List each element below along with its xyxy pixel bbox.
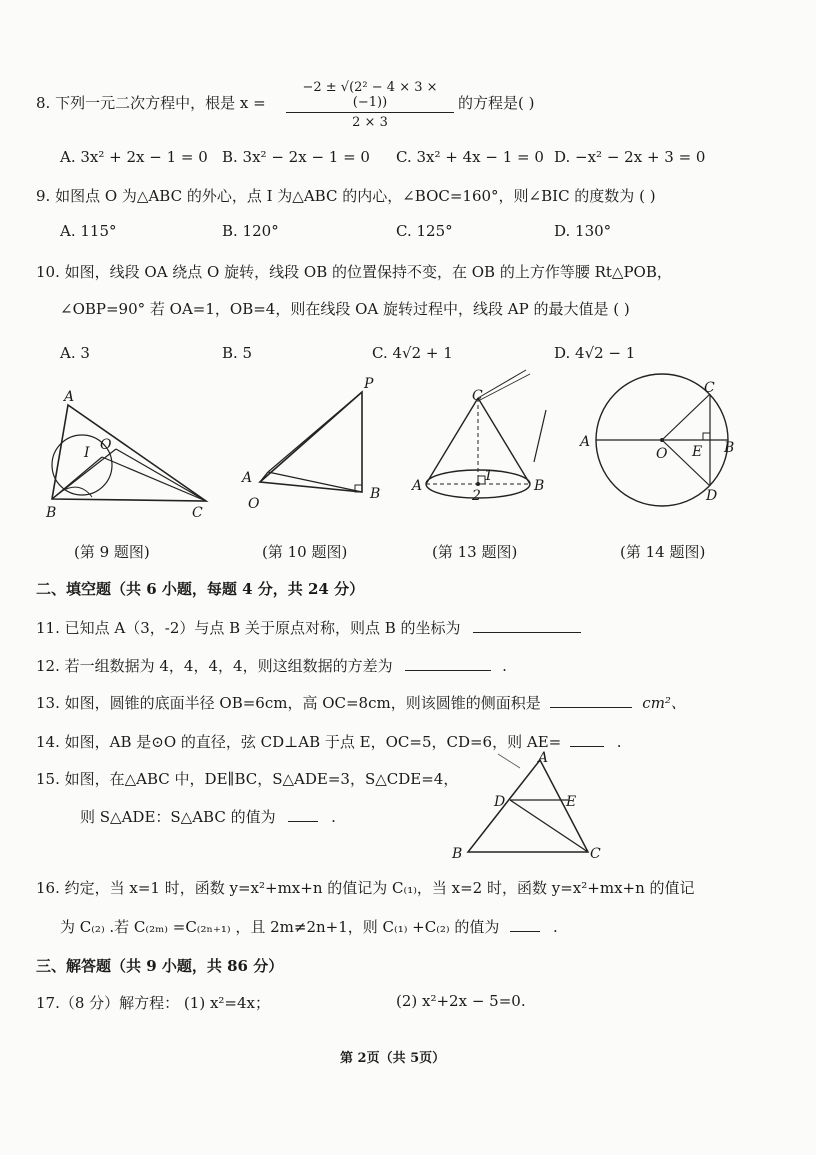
- q12-text: 12. 若一组数据为 4，4，4，4，则这组数据的方差为: [36, 657, 393, 675]
- fig14-label-b: B: [724, 440, 735, 456]
- section3-title: 三、解答题（共 9 小题，共 86 分）: [36, 957, 284, 975]
- q10-line2: ∠OBP=90° 若 OA=1，OB=4，则在线段 OA 旋转过程中，线段 AP 的最大值是 ( ): [60, 300, 630, 318]
- q10-option-a: A. 3: [60, 344, 90, 362]
- fig10-label-b: B: [370, 486, 381, 502]
- q8-fraction: [286, 80, 454, 130]
- q13-stem: [36, 692, 686, 713]
- q8-option-c: C. 3x² + 4x − 1 = 0: [396, 148, 544, 166]
- fig9-label-a: A: [64, 389, 75, 405]
- q10-option-b: B. 5: [222, 344, 253, 362]
- q16-line1: 16. 约定，当 x=1 时，函数 y=x²+mx+n 的值记为 C₍₁₎，当 x=2 时，函数 y=x²+mx+n 的值记: [36, 879, 695, 897]
- caption-fig9: (第 9 题图): [74, 543, 150, 561]
- q8-option-a: A. 3x² + 2x − 1 = 0: [60, 148, 208, 166]
- fig9-label-o: O: [100, 437, 112, 453]
- fig10-label-a: A: [242, 470, 253, 486]
- q8-stem: 8. 下列一元二次方程中，根是 x =: [36, 94, 266, 112]
- q8-fraction-numerator: −2 ± √(2² − 4 × 3 × (−1)): [286, 80, 454, 113]
- figure-q10: [238, 378, 388, 518]
- fig15-label-d: D: [494, 794, 506, 810]
- q13-text: 13. 如图，圆锥的底面半径 OB=6cm，高 OC=8cm，则该圆锥的侧面积是: [36, 694, 541, 712]
- q13-unit: cm²、: [642, 694, 686, 712]
- fig14-label-d: D: [706, 488, 718, 504]
- fig13-label-2: 2: [472, 488, 481, 504]
- q15-end: .: [331, 808, 336, 826]
- caption-fig13: (第 13 题图): [432, 543, 518, 561]
- fig15-label-a: A: [538, 750, 549, 766]
- q9-stem: 9. 如图点 O 为△ABC 的外心，点 I 为△ABC 的内心，∠BOC=160°，则∠BIC 的度数为 ( ): [36, 187, 656, 205]
- q8-fraction-denominator: 2 × 3: [352, 115, 388, 130]
- q9-option-c: C. 125°: [396, 222, 453, 240]
- q10-option-d: D. 4√2 − 1: [554, 344, 636, 362]
- figure-q13: [406, 378, 566, 518]
- fig13-label-a: A: [412, 478, 423, 494]
- figure-q15: [450, 752, 610, 864]
- q8-stem-end: 的方程是( ): [458, 94, 535, 112]
- q14-end: .: [616, 733, 622, 751]
- q12-answer-blank[interactable]: [405, 656, 491, 671]
- fig14-label-o: O: [656, 446, 668, 462]
- fig15-label-b: B: [452, 846, 463, 862]
- q8-option-b: B. 3x² − 2x − 1 = 0: [222, 148, 370, 166]
- fig13-label-c: C: [472, 388, 483, 404]
- fig14-label-a: A: [580, 434, 591, 450]
- q10-option-c: C. 4√2 + 1: [372, 344, 453, 362]
- q17-part2: (2) x²+2x − 5=0.: [396, 992, 526, 1010]
- q16-line2: [60, 916, 558, 937]
- q15-answer-blank[interactable]: [288, 807, 318, 822]
- fig9-label-i: I: [84, 445, 90, 461]
- q16-text: 为 C₍₂₎ .若 C₍₂ₘ₎ =C₍₂ₙ₊₁₎ ，且 2m≠2n+1，则 C₍₁₎ +C₍₂₎ 的值为: [60, 918, 500, 936]
- figure-q14: [576, 372, 756, 522]
- q14-answer-blank[interactable]: [570, 732, 604, 747]
- fig13-label-1: 1: [484, 468, 493, 484]
- q10-line1: 10. 如图，线段 OA 绕点 O 旋转，线段 OB 的位置保持不变，在 OB 的上方作等腰 Rt△POB，: [36, 263, 672, 281]
- q12-stem: [36, 655, 507, 676]
- fig10-label-p: P: [364, 376, 374, 392]
- fig15-label-c: C: [590, 846, 601, 862]
- fig10-label-o: O: [248, 496, 260, 512]
- section2-title: 二、填空题（共 6 小题，每题 4 分，共 24 分）: [36, 580, 365, 598]
- q9-option-a: A. 115°: [60, 222, 117, 240]
- fig14-label-c: C: [704, 380, 715, 396]
- q17-part1: 17.（8 分）解方程： (1) x²=4x；: [36, 994, 270, 1012]
- q15-line1: 15. 如图，在△ABC 中，DE∥BC，S△ADE=3，S△CDE=4，: [36, 770, 459, 788]
- fig14-label-e: E: [692, 444, 703, 460]
- q15-line2: [80, 806, 336, 827]
- q14-stem: [36, 731, 622, 752]
- q9-option-b: B. 120°: [222, 222, 279, 240]
- q14-text: 14. 如图，AB 是⊙O 的直径，弦 CD⊥AB 于点 E，OC=5，CD=6，则 AE=: [36, 733, 562, 751]
- fig13-label-b: B: [534, 478, 545, 494]
- q8-option-d: D. −x² − 2x + 3 = 0: [554, 148, 706, 166]
- q9-option-d: D. 130°: [554, 222, 612, 240]
- q11-text: 11. 已知点 A（3，-2）与点 B 关于原点对称，则点 B 的坐标为: [36, 619, 461, 637]
- page-number: 第 2页（共 5页）: [340, 1051, 446, 1066]
- q13-answer-blank[interactable]: [550, 693, 632, 708]
- caption-fig14: (第 14 题图): [620, 543, 706, 561]
- q15-text: 则 S△ADE：S△ABC 的值为: [80, 808, 276, 826]
- fig15-label-e: E: [566, 794, 577, 810]
- fig9-label-b: B: [46, 505, 57, 521]
- q11-answer-blank[interactable]: [473, 618, 581, 633]
- caption-fig10: (第 10 题图): [262, 543, 348, 561]
- fig9-label-c: C: [192, 505, 203, 521]
- q11-stem: [36, 617, 581, 638]
- q16-answer-blank[interactable]: [510, 917, 540, 932]
- q12-end: .: [502, 657, 507, 675]
- q16-end: .: [552, 918, 558, 936]
- figure-q9: [40, 385, 220, 525]
